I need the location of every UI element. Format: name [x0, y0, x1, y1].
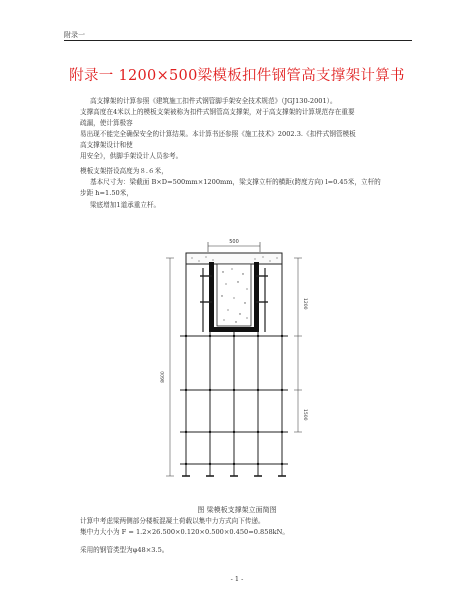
intro-line-2: 支撑高度在4米以上的模板支架被称为扣件式钢管高支撑架，对于高支撑架的计算规范存在重要	[80, 108, 355, 116]
concrete-beam	[217, 264, 251, 326]
intro-line-1: 高支撑架的计算参照《建筑施工扣件式钢管脚手架安全技术规范》（JGJ130-2001）。	[90, 97, 337, 105]
formwork-elevation-drawing	[150, 232, 330, 497]
side-form-left	[209, 262, 214, 332]
dimension-label-top: 500	[229, 239, 239, 245]
dimension-label-right-upper: 1200	[302, 298, 307, 310]
formwork-elevation-figure	[150, 232, 330, 501]
intro-line-4: 易出现不能完全确保安全的计算结果。本计算书还参照《施工技术》2002.3.《扣件式钢管模板	[80, 130, 356, 138]
params-line-3: 步距 h=1.50米，	[80, 189, 133, 197]
calc-line-3: 采用的钢管类型为φ48×3.5。	[80, 546, 169, 554]
intro-line-5: 高支撑架设计和使	[80, 141, 133, 149]
params-line-2: 基本尺寸为：梁截面 B×D=500mm×1200mm，梁支撑立杆的横距(跨度方向) l=0.45米，立杆的	[90, 178, 381, 186]
calc-line-1: 计算中考虑梁两侧部分楼板混凝土荷载以集中力方式向下传递。	[80, 517, 265, 525]
dimension-label-left: 8600	[161, 371, 166, 383]
params-line-4: 梁底增加1道承重立杆。	[90, 201, 161, 209]
floor-slab	[186, 253, 282, 264]
calc-line-2: 集中力大小为 F = 1.2×26.500×0.120×0.500×0.450=0.858kN。	[80, 528, 289, 536]
params-line-1: 模板支架搭设高度为８.６米，	[80, 167, 168, 175]
page-number: - 1 -	[230, 575, 244, 583]
dimension-label-right-mid: 1500	[302, 409, 307, 421]
intro-line-3: 疏漏，使计算极容	[80, 119, 133, 127]
intro-line-6: 用安全》，供脚手架设计人员参考。	[80, 152, 183, 160]
header-rule	[64, 40, 412, 41]
bottom-form	[209, 327, 259, 332]
side-form-right	[254, 262, 259, 332]
page-title: 附录一 1200×500梁模板扣件钢管高支撑架计算书	[69, 68, 405, 84]
header-label: 附录一	[64, 31, 85, 39]
figure-caption: 图 梁模板支撑架立面简图	[197, 506, 277, 514]
